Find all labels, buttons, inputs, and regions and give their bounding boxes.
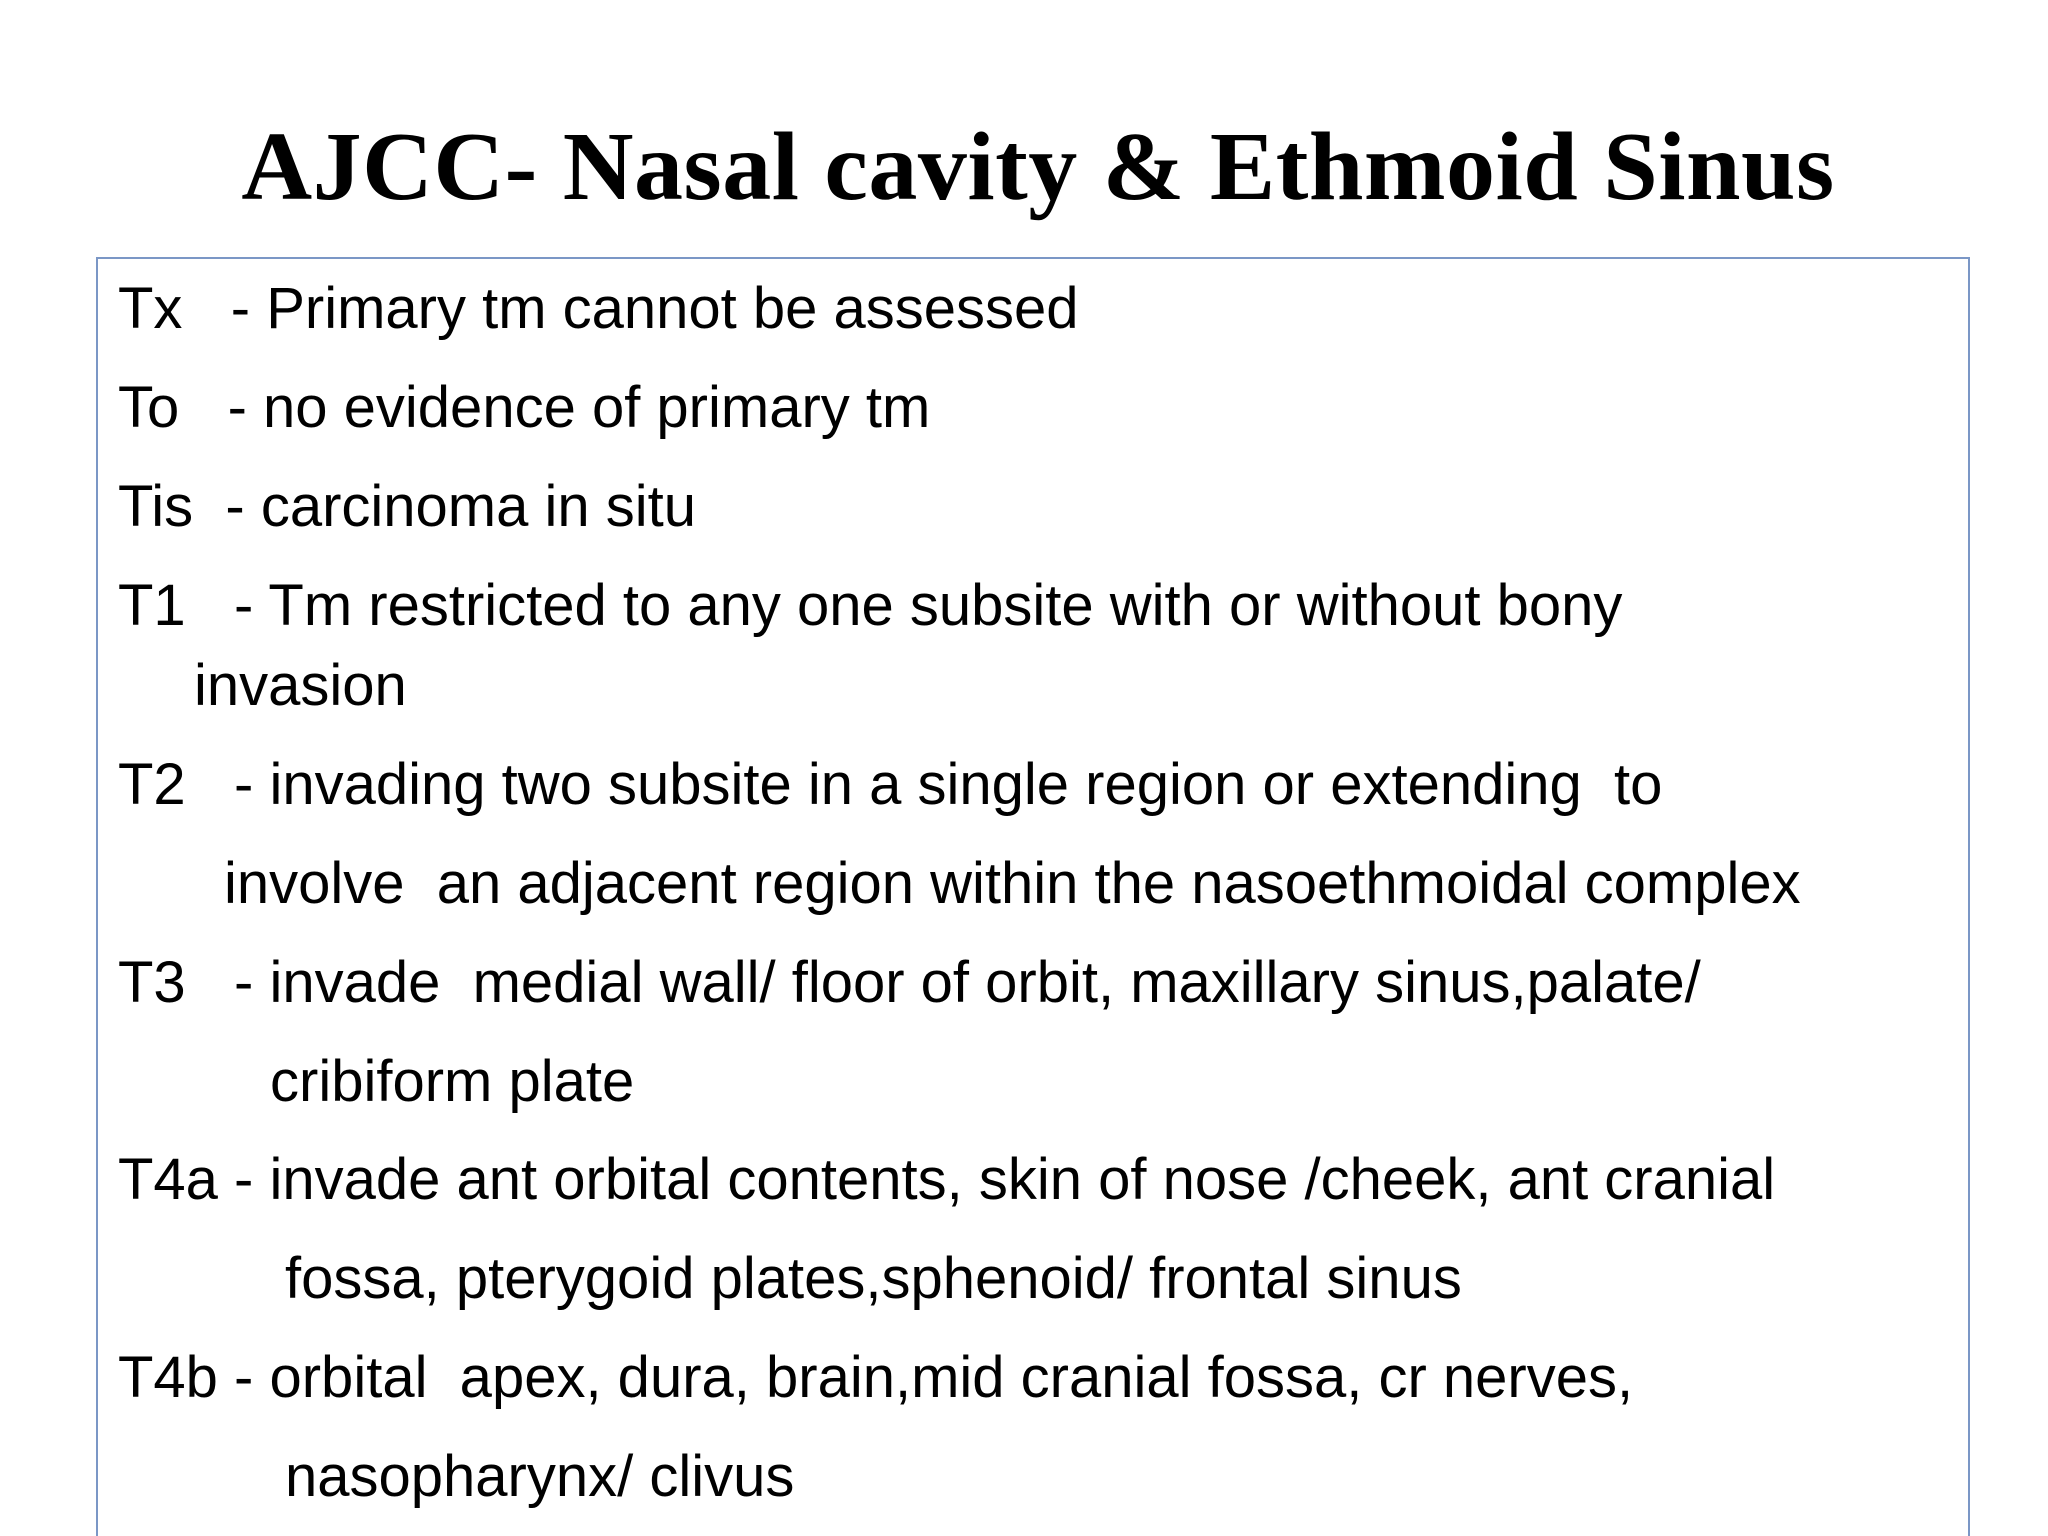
slide-title: AJCC- Nasal cavity & Ethmoid Sinus <box>241 113 1835 221</box>
entry-t3-cont: cribiform plate <box>270 1049 635 1114</box>
entry-t3: T3 - invade medial wall/ floor of orbit, maxillary sinus,palate/ <box>118 950 1701 1015</box>
entry-t1: T1 - Tm restricted to any one subsite with or without bony <box>118 573 1623 638</box>
entry-t2-cont: involve an adjacent region within the nasoethmoidal complex <box>224 851 1801 916</box>
entry-t4a: T4a - invade ant orbital contents, skin of nose /cheek, ant cranial <box>118 1147 1776 1212</box>
entry-tx: Tx - Primary tm cannot be assessed <box>118 276 1079 341</box>
entry-t4a-cont: fossa, pterygoid plates,sphenoid/ frontal sinus <box>285 1246 1462 1311</box>
entry-t4b-cont: nasopharynx/ clivus <box>285 1444 795 1509</box>
entry-t4b: T4b - orbital apex, dura, brain,mid cranial fossa, cr nerves, <box>118 1345 1634 1410</box>
entry-to: To - no evidence of primary tm <box>118 375 931 440</box>
entry-t2: T2 - invading two subsite in a single region or extending to <box>118 752 1663 817</box>
entry-t1-cont: invasion <box>194 653 407 718</box>
entry-tis: Tis - carcinoma in situ <box>118 474 696 539</box>
